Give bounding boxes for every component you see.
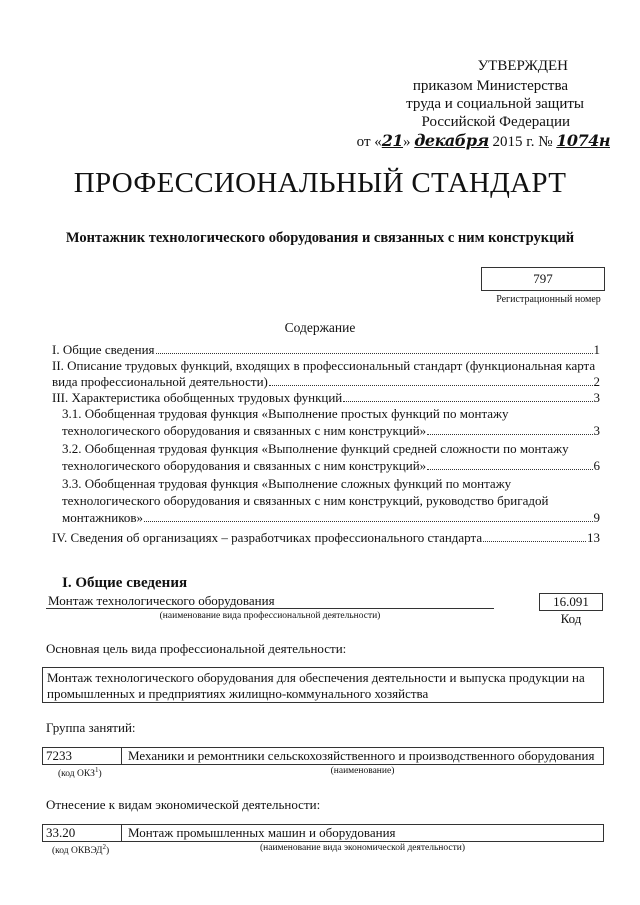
activity-code-box: 16.091 [539, 593, 603, 611]
okz-name-caption: (наименование) [330, 766, 395, 776]
activity-caption: (наименование вида профессиональной деятельности) [159, 611, 381, 621]
okved-code-caption: (код ОКВЭД$^2$) [52, 843, 110, 857]
toc-item[interactable]: технологического оборудования и связанных с ним конструкций» 3 [62, 423, 600, 438]
okz-code-cell: 7233 [42, 747, 122, 765]
approved-heading: УТВЕРЖДЕН [477, 58, 568, 74]
occupation-group-label: Группа занятий: [46, 720, 136, 735]
okved-name-caption: (наименование вида экономической деятельности) [260, 843, 465, 853]
activity-underline [46, 608, 494, 609]
registration-caption: Регистрационный номер [496, 294, 601, 305]
toc-item[interactable]: технологического оборудования и связанных с ним конструкций» 6 [62, 458, 600, 473]
okz-name-cell: Механики и ремонтники сельскохозяйственного и производственного оборудования [121, 747, 604, 765]
approval-line: приказом Министерства [412, 78, 568, 94]
document-title: ПРОФЕССИОНАЛЬНЫЙ СТАНДАРТ [73, 167, 567, 199]
approval-line: Российской Федерации [421, 114, 570, 130]
approval-line: труда и социальной защиты [406, 96, 584, 112]
toc-item[interactable]: I. Общие сведения 1 [52, 342, 600, 357]
toc-item-line[interactable]: II. Описание трудовых функций, входящих в профессиональный стандарт (функциональная карта [52, 358, 596, 373]
toc-item-line[interactable]: технологического оборудования и связанных с ним конструкций, руководство бригадой [62, 493, 549, 508]
toc-item[interactable]: III. Характеристика обобщенных трудовых функций 3 [52, 390, 600, 405]
goal-box: Монтаж технологического оборудования для обеспечения деятельности и выпуска продукции на промышленных и предприятиях жилищно-коммунального хозяйства [42, 667, 604, 703]
okved-code-cell: 33.20 [42, 824, 122, 842]
toc-item[interactable]: IV. Сведения об организациях – разработчиках профессионального стандарта 13 [52, 530, 600, 545]
goal-label: Основная цель вида профессиональной деятельности: [46, 641, 347, 656]
toc-item[interactable]: монтажников» 9 [62, 510, 600, 525]
econ-activity-label: Отнесение к видам экономической деятельности: [46, 797, 321, 812]
toc-item-line[interactable]: 3.1. Обобщенная трудовая функция «Выполнение простых функций по монтажу [62, 406, 509, 421]
handwritten-order-number: 1074н [556, 131, 610, 150]
toc-item[interactable]: вида профессиональной деятельности) 2 [52, 374, 600, 389]
okz-code-caption: (код ОКЗ$^1$) [58, 766, 102, 780]
toc-item-line[interactable]: 3.2. Обобщенная трудовая функция «Выполнение функций средней сложности по монтажу [62, 441, 569, 456]
standard-name: Монтажник технологического оборудования и связанных с ним конструкций [65, 230, 575, 246]
toc-item-line[interactable]: 3.3. Обобщенная трудовая функция «Выполнение сложных функций по монтажу [62, 476, 512, 491]
toc-heading: Содержание [284, 320, 356, 335]
activity-name: Монтаж технологического оборудования [48, 593, 275, 608]
handwritten-day: 21 [381, 131, 404, 150]
approval-date-line: от «21» декабря 2015 г. № 1074н [356, 131, 610, 150]
okved-name-cell: Монтаж промышленных машин и оборудования [121, 824, 604, 842]
section-heading: I. Общие сведения [62, 575, 188, 591]
handwritten-month: декабря [414, 131, 489, 150]
registration-number-box: 797 [481, 267, 605, 291]
code-caption: Код [560, 611, 582, 626]
